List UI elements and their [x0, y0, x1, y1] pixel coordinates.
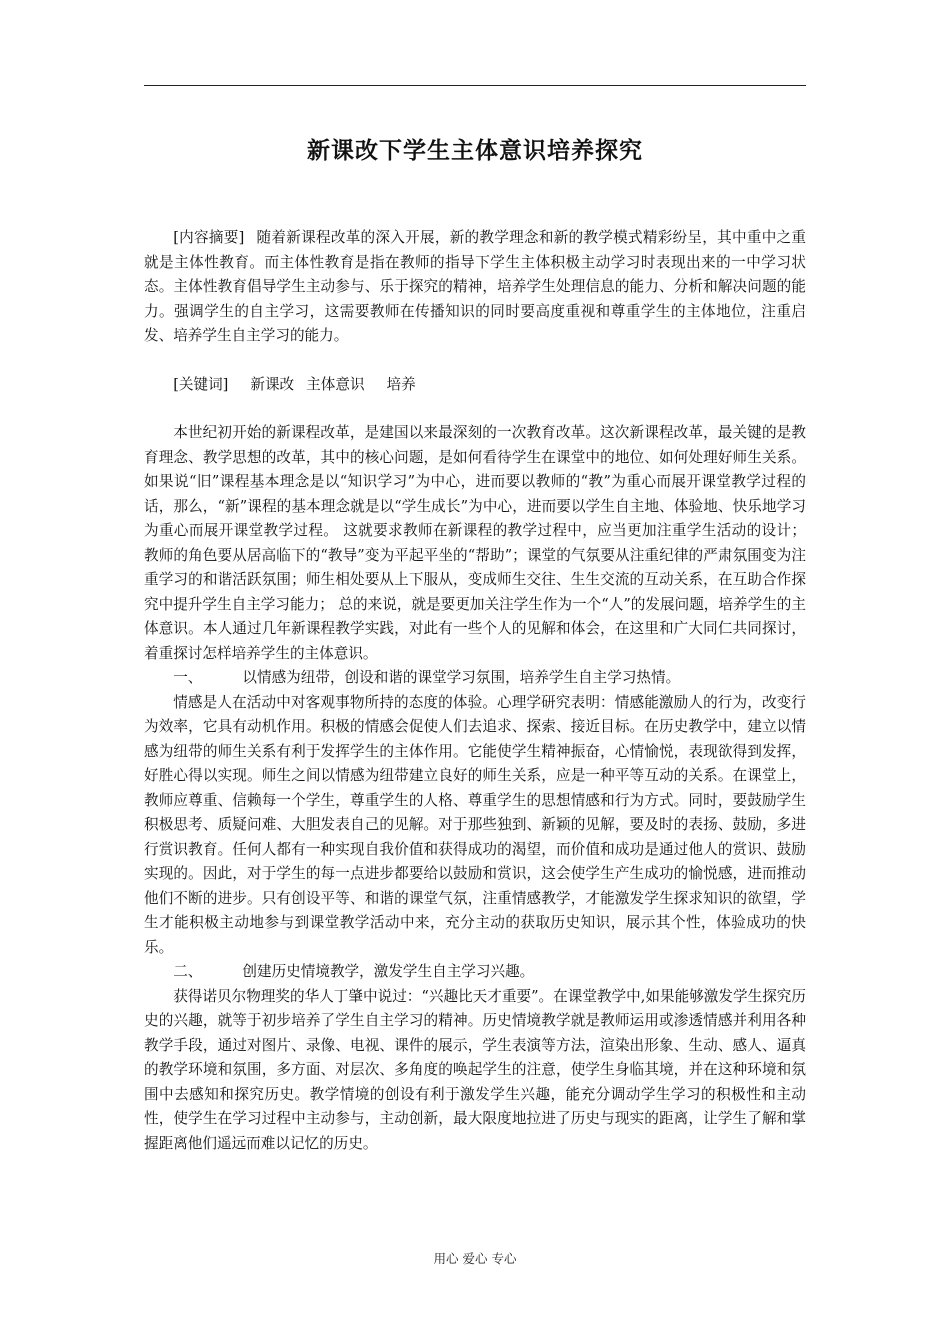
section-2-number: 二、	[173, 963, 203, 980]
header-rule	[144, 85, 806, 86]
section-1-heading-text: 以情感为纽带，创设和谐的课堂学习氛围，培养学生自主学习热情。	[242, 669, 681, 686]
keyword-item: 新课改	[250, 375, 295, 393]
keyword-item: 主体意识	[306, 375, 365, 393]
abstract-paragraph	[144, 226, 806, 349]
keywords-paragraph	[144, 373, 806, 398]
document-body	[144, 226, 806, 1156]
section-2-heading	[144, 960, 806, 985]
keywords-label: [关键词]	[173, 375, 229, 393]
keyword-item: 培养	[386, 375, 416, 393]
section-2-body: 获得诺贝尔物理奖的华人丁肇中说过：“兴趣比天才重要”。在课堂教学中,如果能够激发学生探究历史的兴趣，就等于初步培养了学生自主学习的精神。历史情境教学就是教师运用或渗透情感并利用各种教学手段，通过对图片、录像、电视、课件的展示，学生表演等方法，渲染出形象、生动、感人、逼真的教学环境和氛围，多方面、对层次、多角度的唤起学生的注意，使学生身临其境，并在这种环境和氛围中去感知和探究历史。教学情境的创设有利于激发学生兴趣，能充分调动学生学习的积极性和主动性，使学生在学习过程中主动参与，主动创新，最大限度地拉进了历史与现实的距离，让学生了解和掌握距离他们遥远而难以记忆的历史。	[144, 987, 806, 1152]
abstract-label: [内容摘要]	[173, 229, 245, 246]
section-1-heading	[144, 666, 806, 691]
section-2-heading-text: 创建历史情境教学，激发学生自主学习兴趣。	[242, 963, 535, 980]
document-title: 新课改下学生主体意识培养探究	[307, 137, 643, 164]
page-footer: 用心 爱心 专心	[433, 1251, 517, 1266]
abstract-text: 随着新课程改革的深入开展，新的教学理念和新的教学模式精彩纷呈，其中重中之重就是主体性教育。而主体性教育是指在教师的指导下学生主体积极主动学习时表现出来的一中学习状态。主体性教育倡导学生主动参与、乐于探究的精神，培养学生处理信息的能力、分析和解决问题的能力。强调学生的自主学习，这需要教师在传播知识的同时要高度重视和尊重学生的主体地位，注重启发、培养学生自主学习的能力。	[144, 229, 806, 344]
intro-paragraph: 本世纪初开始的新课程改革，是建国以来最深刻的一次教育改革。这次新课程改革，最关键的是教育理念、教学思想的改革，其中的核心问题，是如何看待学生在课堂中的地位、如何处理好师生关系。如果说“旧”课程基本理念是以“知识学习”为中心，进而要以教师的“教”为重心而展开课堂教学过程的话，那么，“新”课程的基本理念就是以“学生成长”为中心，进而要以学生自主地、体验地、快乐地学习为重心而展开课堂教学过程。 这就要求教师在新课程的教学过程中，应当更加注重学生活动的设计； 教师的角色要从居高临下的“教导”变为平起平坐的“帮助”；课堂的气氛要从注重纪律的严肃氛围变为注重学习的和谐活跃氛围；师生相处要从上下服从，变成师生交往、生生交流的互动关系，在互助合作探究中提升学生自主学习能力； 总的来说，就是要更加关注学生作为一个“人”的发展问题，培养学生的主体意识。本人通过几年新课程教学实践，对此有一些个人的见解和体会，在这里和广大同仁共同探讨，着重探讨怎样培养学生的主体意识。	[144, 424, 806, 662]
section-1-number: 一、	[173, 669, 203, 686]
section-1-body: 情感是人在活动中对客观事物所持的态度的体验。心理学研究表明：情感能激励人的行为，改变行为效率，它具有动机作用。积极的情感会促使人们去追求、探索、接近目标。在历史教学中，建立以情感为纽带的师生关系有利于发挥学生的主体作用。它能使学生精神振奋，心情愉悦，表现欲得到发挥，好胜心得以实现。师生之间以情感为纽带建立良好的师生关系，应是一种平等互动的关系。在课堂上，教师应尊重、信赖每一个学生，尊重学生的人格、尊重学生的思想情感和行为方式。同时，要鼓励学生积极思考、质疑问难、大胆发表自己的见解。对于那些独到、新颖的见解，要及时的表扬、鼓励，多进行赏识教育。任何人都有一种实现自我价值和获得成功的渴望，而价值和成功是通过他人的赏识、鼓励实现的。因此，对于学生的每一点进步都要给以鼓励和赏识，这会使学生产生成功的愉悦感，进而推动他们不断的进步。只有创设平等、和谐的课堂气氛，注重情感教学，才能激发学生探求知识的欲望，学生才能积极主动地参与到课堂教学活动中来，充分主动的获取历史知识，展示其个性，体验成功的快乐。	[144, 693, 806, 956]
